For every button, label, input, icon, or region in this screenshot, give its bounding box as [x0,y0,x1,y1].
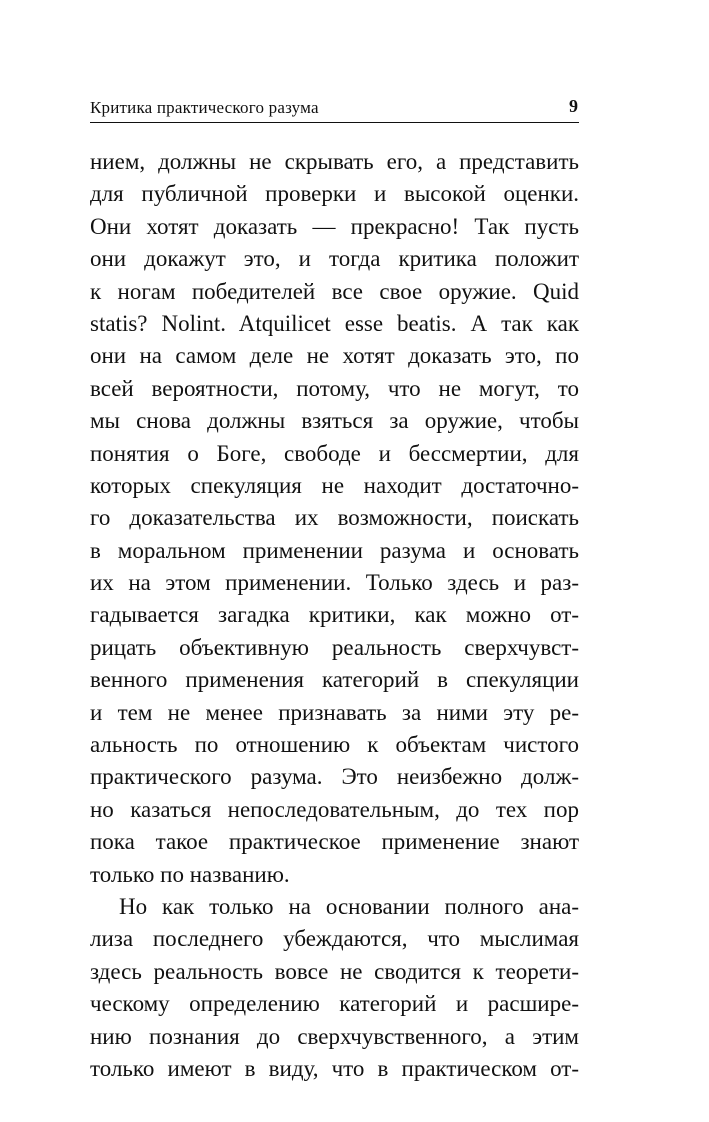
text-line: statis? Nolint. Atquilicet esse beatis. А так как [90,310,579,336]
text-line: они докажут это, и тогда критика положит [90,246,579,272]
page-number: 9 [569,96,578,116]
text-line: альность по отношению к объектам чистого [90,732,579,758]
text-line: нием, должны не скрывать его, а представить [90,149,579,174]
paragraph-first-line: Но как только на основании полного ана- [119,893,579,919]
running-header [90,96,579,123]
text-line: гадывается загадка критики, как можно от- [90,602,579,628]
text-line: мы снова должны взяться за оружие, чтобы [90,408,579,434]
text-line: и тем не менее признавать за ними эту ре- [90,699,579,725]
text-line: но казаться непоследовательным, до тех пор [90,796,579,822]
text-line: их на этом применении. Только здесь и раз- [90,570,579,596]
text-line: го доказательства их возможности, поискать [90,505,579,531]
text-line: рицать объективную реальность сверхчувст- [90,634,579,660]
paragraph-end-line: только по названию. [90,861,290,887]
text-line: всей вероятности, потому, что не могут, то [90,375,579,401]
text-line: практического разума. Это неизбежно долж- [90,764,579,790]
text-line: здесь реальность вовсе не сводится к теорети- [90,958,579,984]
text-line: Они хотят доказать — прекрасно! Так пусть [90,213,579,239]
text-line: в моральном применении разума и основать [90,537,579,563]
text-line: к ногам победителей все свое оружие. Quid [90,278,579,304]
text-line: которых спекуляция не находит достаточно- [90,472,579,498]
text-line: лиза последнего убеждаются, что мыслимая [90,926,579,952]
text-line: только имеют в виду, что в практическом от- [90,1055,579,1081]
running-title: Критика практического разума [90,98,319,117]
text-line: ческому определению категорий и расшире- [90,991,579,1017]
text-line: понятия о Боге, свободе и бессмертии, для [90,440,579,466]
text-line: нию познания до сверхчувственного, а этим [90,1023,579,1049]
text-line: пока такое практическое применение знают [90,829,579,855]
body-text [90,146,579,1085]
text-line: венного применения категорий в спекуляции [90,667,579,693]
text-line: они на самом деле не хотят доказать это, по [90,343,579,369]
text-line: для публичной проверки и высокой оценки. [90,181,579,207]
